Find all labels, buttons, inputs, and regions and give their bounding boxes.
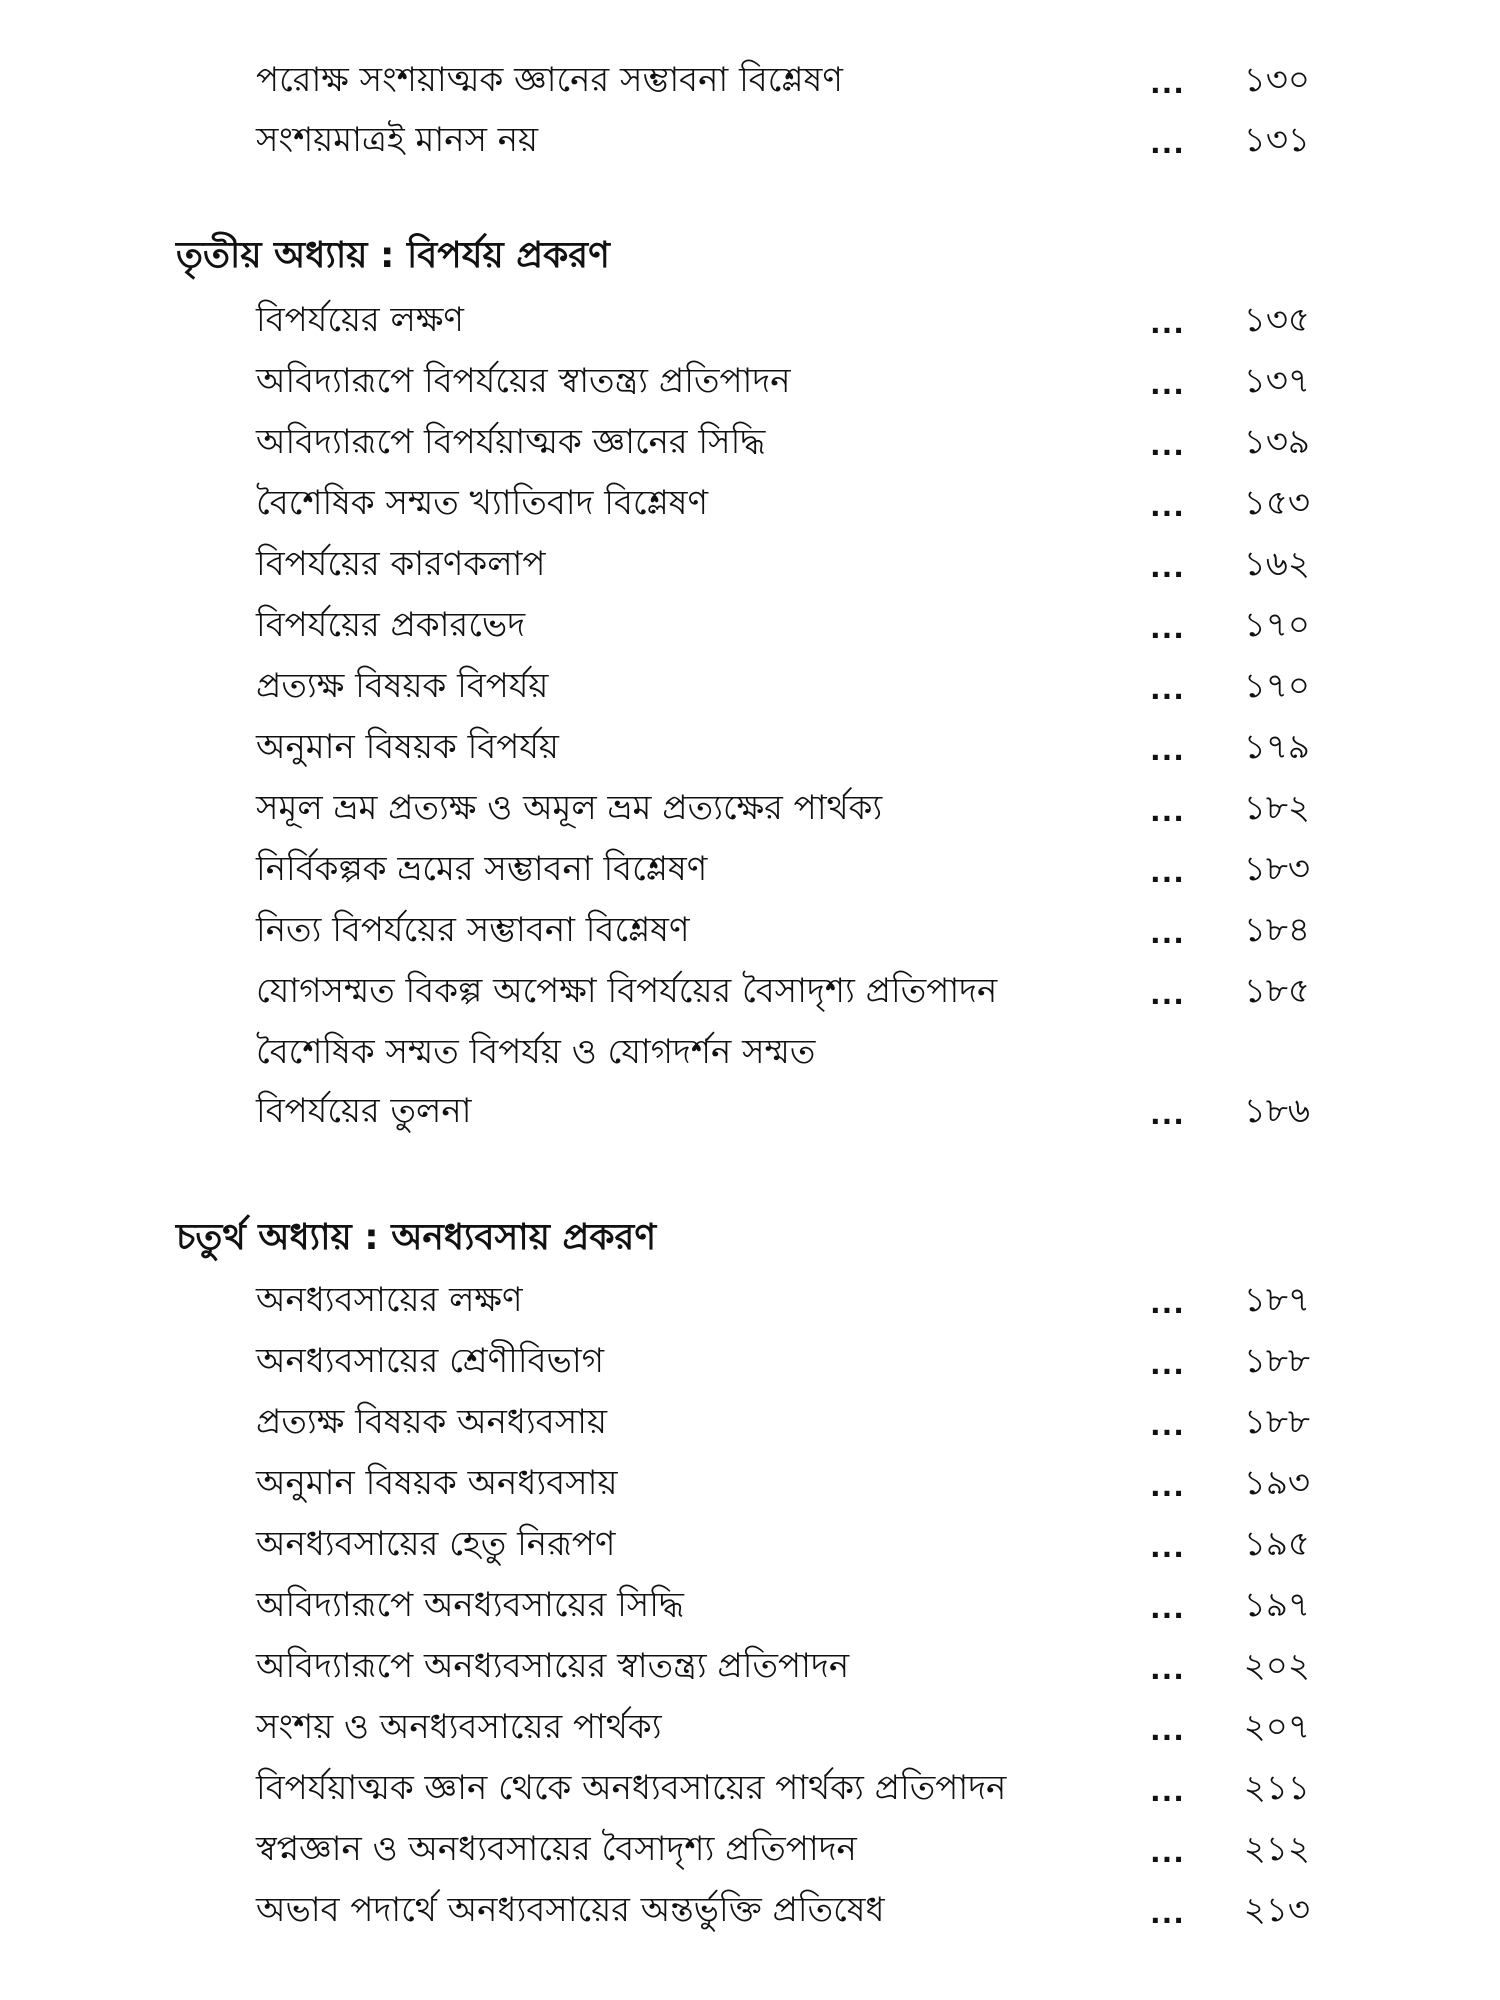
toc-entry-page: ১৯৩ [1243,1463,1310,1503]
toc-entry-leader: ... [1150,734,1185,767]
toc-entry-page: ১৮৩ [1243,849,1310,889]
toc-entry-title: অনধ্যবসায়ের লক্ষণ [256,1280,523,1320]
toc-entry-leader: ... [1150,551,1185,584]
toc-entry-title: বিপর্যয়ের প্রকারভেদ [256,605,526,645]
toc-entry-leader: ... [1150,1348,1185,1381]
toc-entry [0,1699,1500,1755]
toc-entry-page: ১৬২ [1243,544,1310,584]
toc-entry-title: নিত্য বিপর্যয়ের সম্ভাবনা বিশ্লেষণ [256,910,690,950]
toc-entry [0,1577,1500,1633]
toc-entry-page: ১৯৭ [1243,1585,1310,1625]
toc-entry [0,902,1500,958]
toc-entry-title-line1: বৈশেষিক সম্মত বিপর্যয় ও যোগদর্শন সম্মত [256,1032,816,1072]
chapter-heading: তৃতীয় অধ্যায় : বিপর্যয় প্রকরণ [176,235,610,276]
toc-entry [0,780,1500,836]
toc-entry-leader: ... [1150,307,1185,340]
toc-entry [0,52,1500,108]
toc-entry-leader: ... [1150,67,1185,100]
toc-entry-page: ২১২ [1243,1829,1310,1869]
toc-entry [0,1638,1500,1694]
toc-entry-leader: ... [1150,1531,1185,1564]
toc-entry-title: সংশয়মাত্রই মানস নয় [256,120,539,160]
toc-entry-title-line2: বিপর্যয়ের তুলনা [256,1091,472,1131]
toc-entry [0,597,1500,653]
toc-entry-title: প্রত্যক্ষ বিষয়ক অনধ্যবসায় [256,1402,608,1442]
toc-entry-page: ১৮৮ [1243,1402,1310,1442]
toc-entry-title: অবিদ্যারূপে বিপর্যয়ের স্বাতন্ত্র্য প্রতিপাদন [256,361,791,401]
toc-entry [0,658,1500,714]
toc-entry [0,1272,1500,1328]
toc-entry-title: বৈশেষিক সম্মত খ্যাতিবাদ বিশ্লেষণ [256,483,709,523]
toc-entry-page: ২০২ [1243,1646,1310,1686]
toc-entry-page: ১৮৫ [1243,971,1310,1011]
toc-entry-page: ১৮২ [1243,788,1310,828]
toc-entry [0,1394,1500,1450]
toc-entry [0,353,1500,409]
toc-entry-title: বিপর্যয়াত্মক জ্ঞান থেকে অনধ্যবসায়ের পার্থক্য প্রতিপাদন [256,1768,1007,1808]
toc-entry-page: ১৮৮ [1243,1341,1310,1381]
toc-entry-page: ১৮৭ [1243,1280,1310,1320]
toc-entry-leader: ... [1150,1098,1185,1131]
toc-entry-title: অবিদ্যারূপে বিপর্যয়াত্মক জ্ঞানের সিদ্ধি [256,422,766,462]
toc-entry-title: অনধ্যবসায়ের হেতু নিরূপণ [256,1524,616,1564]
toc-entry-title: পরোক্ষ সংশয়াত্মক জ্ঞানের সম্ভাবনা বিশ্লেষণ [256,60,843,100]
toc-entry-page: ১৩০ [1243,60,1310,100]
toc-entry [0,1516,1500,1572]
toc-entry-leader: ... [1150,368,1185,401]
toc-entry-leader: ... [1150,1592,1185,1625]
toc-entry [0,112,1500,168]
toc-entry [0,414,1500,470]
toc-entry-leader: ... [1150,612,1185,645]
toc-entry-leader: ... [1150,673,1185,706]
toc-entry-title: অনধ্যবসায়ের শ্রেণীবিভাগ [256,1341,605,1381]
toc-entry-page: ১৫৩ [1243,483,1310,523]
toc-entry-title: বিপর্যয়ের লক্ষণ [256,300,464,340]
toc-entry-page: ১৭০ [1243,666,1310,706]
toc-entry-title: অবিদ্যারূপে অনধ্যবসায়ের স্বাতন্ত্র্য প্রতিপাদন [256,1646,850,1686]
toc-entry-title: অনুমান বিষয়ক অনধ্যবসায় [256,1463,618,1503]
chapter-heading: চতুর্থ অধ্যায় : অনধ্যবসায় প্রকরণ [176,1217,657,1258]
toc-entry-leader: ... [1150,490,1185,523]
toc-entry-leader: ... [1150,978,1185,1011]
toc-entry [0,1760,1500,1816]
toc-entry-leader: ... [1150,917,1185,950]
toc-entry-page: ১৩১ [1243,120,1310,160]
toc-entry-leader: ... [1150,795,1185,828]
toc-entry [0,536,1500,592]
toc-entry-page: ২১৩ [1243,1890,1310,1930]
toc-entry-page: ১৩৭ [1243,361,1310,401]
toc-entry-page: ১৩৫ [1243,300,1310,340]
toc-entry-title: অভাব পদার্থে অনধ্যবসায়ের অন্তর্ভুক্তি প্রতিষেধ [256,1890,885,1930]
toc-entry [0,963,1500,1019]
toc-entry-leader: ... [1150,1287,1185,1320]
toc-entry-title: সমূল ভ্রম প্রত্যক্ষ ও অমূল ভ্রম প্রত্যক্ষের পার্থক্য [256,788,883,828]
toc-entry-title: প্রত্যক্ষ বিষয়ক বিপর্যয় [256,666,549,706]
toc-entry-leader: ... [1150,1836,1185,1869]
toc-entry-page: ১৩৯ [1243,422,1310,462]
toc-entry-multiline-second [0,1083,1500,1139]
toc-entry-leader: ... [1150,1409,1185,1442]
toc-entry-title: অবিদ্যারূপে অনধ্যবসায়ের সিদ্ধি [256,1585,684,1625]
toc-entry-page: ১৭৯ [1243,727,1310,767]
toc-entry-title: সংশয় ও অনধ্যবসায়ের পার্থক্য [256,1707,662,1747]
toc-entry-title: অনুমান বিষয়ক বিপর্যয় [256,727,559,767]
toc-entry-title: বিপর্যয়ের কারণকলাপ [256,544,546,584]
toc-entry [0,719,1500,775]
toc-entry [0,292,1500,348]
toc-entry-page: ২১১ [1243,1768,1310,1808]
toc-entry-leader: ... [1150,856,1185,889]
toc-entry-page: ১৭০ [1243,605,1310,645]
toc-entry-title: যোগসম্মত বিকল্প অপেক্ষা বিপর্যয়ের বৈসাদৃশ্য প্রতিপাদন [256,971,998,1011]
toc-entry-leader: ... [1150,429,1185,462]
toc-entry-multiline-first [0,1024,1500,1080]
toc-entry-leader: ... [1150,1470,1185,1503]
toc-entry [0,841,1500,897]
toc-entry [0,1821,1500,1877]
toc-entry-leader: ... [1150,1714,1185,1747]
toc-entry-title: নির্বিকল্পক ভ্রমের সম্ভাবনা বিশ্লেষণ [256,849,708,889]
toc-entry [0,1455,1500,1511]
toc-entry-title: স্বপ্নজ্ঞান ও অনধ্যবসায়ের বৈসাদৃশ্য প্রতিপাদন [256,1829,857,1869]
toc-entry [0,475,1500,531]
toc-entry-page: ১৮৬ [1243,1091,1310,1131]
toc-entry [0,1882,1500,1938]
toc-entry-page: ২০৭ [1243,1707,1310,1747]
toc-entry-leader: ... [1150,1775,1185,1808]
toc-entry-leader: ... [1150,127,1185,160]
toc-entry-leader: ... [1150,1653,1185,1686]
toc-entry-leader: ... [1150,1897,1185,1930]
toc-entry-page: ১৮৪ [1243,910,1310,950]
toc-entry-page: ১৯৫ [1243,1524,1310,1564]
toc-entry [0,1333,1500,1389]
